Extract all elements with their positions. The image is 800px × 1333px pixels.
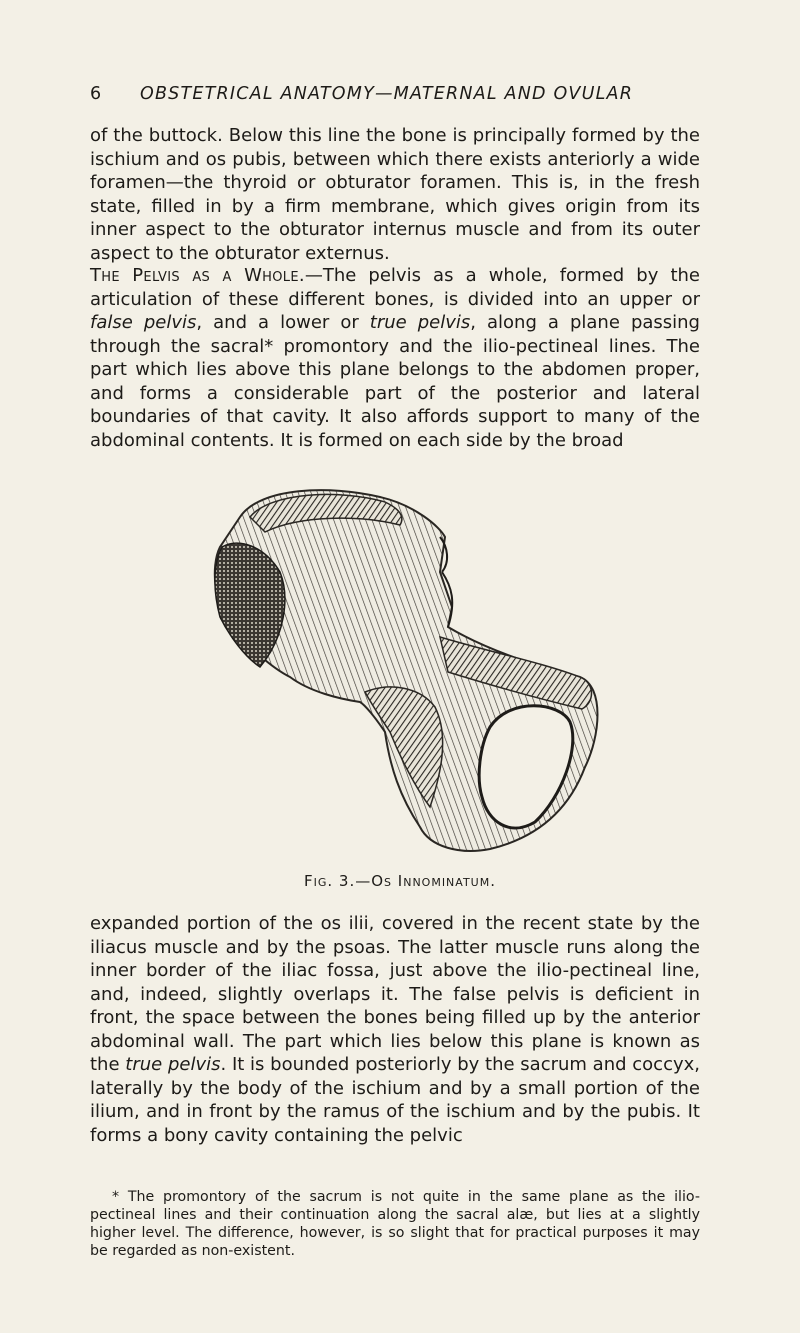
section-heading: The Pelvis as a Whole. [90, 265, 305, 286]
figure-caption: Fig. 3.—Os Innominatum. [303, 872, 496, 890]
paragraph-1: of the buttock. Below this line the bone is principally formed by the ischium and os pubis, between which there exists anteriorly a wide foramen—the thyroid or obturator foramen. This is, in the fresh state, filled in by a firm membrane, which gives origin from its inner aspect to the obturator internus muscle and from its outer aspect to the obturator externus. [90, 125, 700, 264]
running-title: OBSTETRICAL ANATOMY—MATERNAL AND OVULAR [140, 84, 634, 104]
running-head [90, 84, 690, 110]
page-number: 6 [90, 84, 103, 104]
paragraph-3-text-a: expanded portion of the os ilii, covered in the recent state by the iliacus muscle and by the psoas. The latter muscle runs along the inner border of the iliac fossa, just above the ilio-pectineal line, and, indeed, slightly overlaps it. The false pelvis is deficient in front, the space between the bones being filled up by the anterior abdominal wall. The part which lies below this plane is known as the [90, 913, 700, 1075]
footnote: * The promontory of the sacrum is not quite in the same plane as the ilio-pectineal lines and their continuation along the sacral alæ, but lies at a slightly higher level. The difference, however, is so slight that for practical purposes it may be regarded as non-existent. [90, 1189, 700, 1259]
paragraph-2-text-a: —The pelvis as a whole, formed by the articulation of these different bones, is divided into an upper or [90, 265, 700, 310]
paragraph-2 [90, 264, 700, 452]
figure-os-innominatum [190, 477, 610, 867]
paragraph-3-text-b: . It is bounded posteriorly by the sacrum and coccyx, laterally by the body of the ischium and by a small portion of the ilium, and in front by the ramus of the ischium and by the pubis. It forms a bony cavity containing the pelvic [90, 1054, 701, 1146]
paragraph-2-text-b: , and a lower or [196, 312, 370, 333]
term-true-pelvis-2: true pelvis [125, 1054, 221, 1075]
paragraph-2-text-c: , along a plane passing through the sacral* promontory and the ilio-pectineal lines. The part which lies above this plane belongs to the abdomen proper, and forms a considerable part of the posterior and lateral boundaries of that cavity. It also affords support to many of the abdominal contents. It is formed on each side by the broad [90, 312, 700, 451]
os-innominatum-illustration [190, 477, 610, 867]
term-true-pelvis: true pelvis [369, 312, 471, 333]
term-false-pelvis: false pelvis [90, 312, 197, 333]
paragraph-3 [90, 912, 700, 1147]
